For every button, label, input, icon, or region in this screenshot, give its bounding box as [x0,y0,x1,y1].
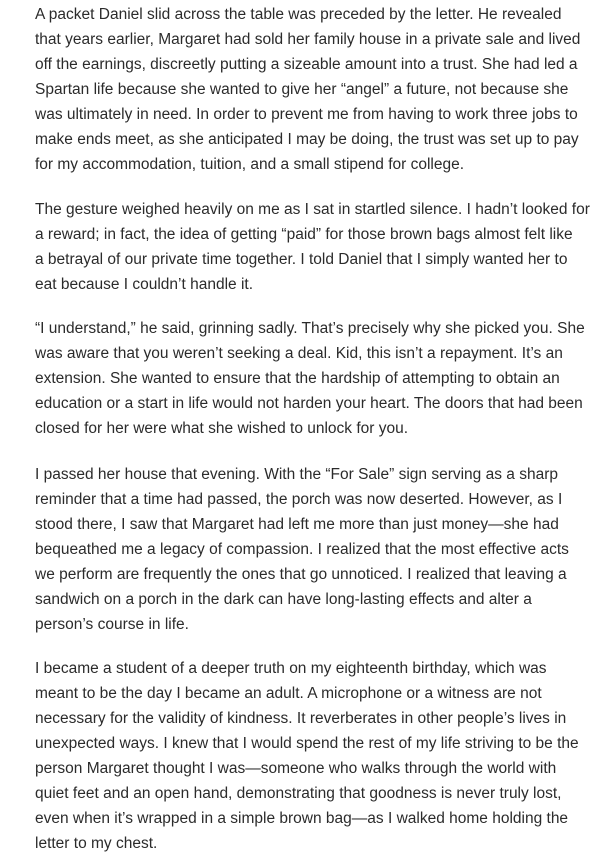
text-line: extension. She wanted to ensure that the hardship of attempting to obtain an [35,370,560,387]
text-line: I became a student of a deeper truth on my eighteenth birthday, which was [35,660,547,677]
text-line: education or a start in life would not harden your heart. The doors that had been [35,395,583,412]
text-line: stood there, I saw that Margaret had left me more than just money—she had [35,516,559,533]
paragraph-4 [35,462,595,637]
text-line: eat because I couldn’t handle it. [35,276,254,293]
text-line: was aware that you weren’t seeking a deal. Kid, this isn’t a repayment. It’s an [35,345,563,362]
text-line: we perform are frequently the ones that go unnoticed. I realized that leaving a [35,566,567,583]
text-line: bequeathed me a legacy of compassion. I realized that the most effective acts [35,541,569,558]
text-line: closed for her were what she wished to unlock for you. [35,420,409,437]
text-line: I passed her house that evening. With the “For Sale” sign serving as a sharp [35,466,558,483]
paragraph-1 [35,2,595,177]
text-line: necessary for the validity of kindness. It reverberates in other people’s lives in [35,710,567,727]
text-line: off the earnings, discreetly putting a sizeable amount into a trust. She had led a [35,56,578,73]
paragraph-2 [35,197,595,297]
text-line: reminder that a time had passed, the porch was now deserted. However, as I [35,491,563,508]
text-line: A packet Daniel slid across the table was preceded by the letter. He revealed [35,6,562,23]
paragraph-3 [35,316,595,441]
text-line: that years earlier, Margaret had sold her family house in a private sale and lived [35,31,581,48]
text-line: person Margaret thought I was—someone who walks through the world with [35,760,557,777]
text-line: quiet feet and an open hand, demonstrating that goodness is never truly lost, [35,785,562,802]
text-line: unexpected ways. I knew that I would spend the rest of my life striving to be the [35,735,579,752]
text-line: letter to my chest. [35,835,158,852]
text-line: for my accommodation, tuition, and a small stipend for college. [35,156,465,173]
text-line: make ends meet, as she anticipated I may be doing, the trust was set up to pay [35,131,579,148]
text-line: even when it’s wrapped in a simple brown bag—as I walked home holding the [35,810,569,827]
text-line: a betrayal of our private time together. I told Daniel that I simply wanted her to [35,251,568,268]
paragraph-5 [35,656,595,856]
text-line: a reward; in fact, the idea of getting “paid” for those brown bags almost felt like [35,226,573,243]
text-line: was ultimately in need. In order to prevent me from having to work three jobs to [35,106,578,123]
text-line: person’s course in life. [35,616,189,633]
text-line: meant to be the day I became an adult. A microphone or a witness are not [35,685,542,702]
text-line: sandwich on a porch in the dark can have long-lasting effects and alter a [35,591,532,608]
text-line: Spartan life because she wanted to give her “angel” a future, not because she [35,81,569,98]
text-line: The gesture weighed heavily on me as I sat in startled silence. I hadn’t looked for [35,201,590,218]
text-line: “I understand,” he said, grinning sadly. That’s precisely why she picked you. She [35,320,585,337]
